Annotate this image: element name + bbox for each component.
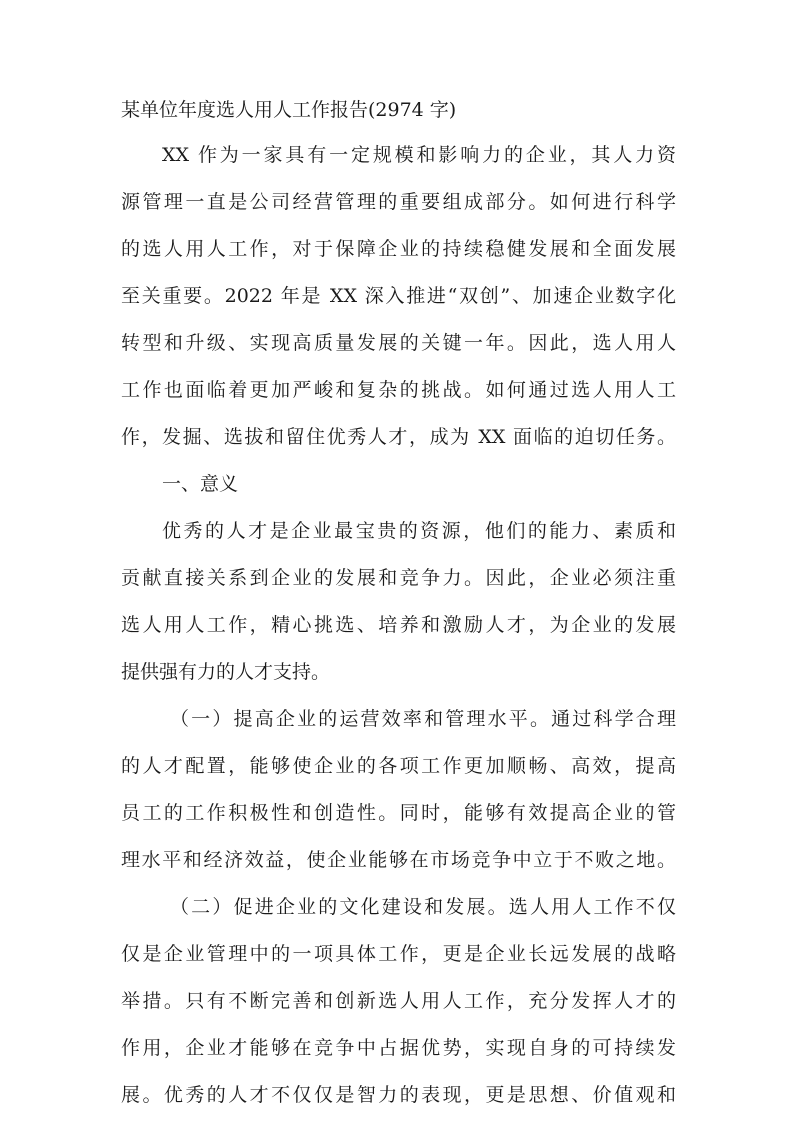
intro-line-6: 工作也面临着更加严峻和复杂的挑战。如何通过选人用人工 — [121, 379, 676, 401]
point1-line-3: 员工的工作积极性和创造性。同时，能够有效提高企业的管 — [121, 802, 676, 824]
section-body-line-1: 优秀的人才是企业最宝贵的资源，他们的能力、素质和 — [162, 520, 676, 542]
intro-line-1: XX 作为一家具有一定规模和影响力的企业，其人力资 — [162, 144, 676, 166]
point1-line-2: 的人才配置，能够使企业的各项工作更加顺畅、高效，提高 — [121, 755, 676, 777]
intro-line-2: 源管理一直是公司经营管理的重要组成部分。如何进行科学 — [121, 191, 676, 213]
point1-line-1: （一）提高企业的运营效率和管理水平。通过科学合理 — [170, 708, 676, 730]
point1-line-4: 理水平和经济效益，使企业能够在市场竞争中立于不败之地。 — [121, 849, 676, 871]
point2-line-3: 举措。只有不断完善和创新选人用人工作，充分发挥人才的 — [121, 990, 676, 1012]
intro-line-3: 的选人用人工作，对于保障企业的持续稳健发展和全面发展 — [121, 238, 676, 260]
document-title: 某单位年度选人用人工作报告(2974 字) — [121, 99, 457, 121]
intro-line-5: 转型和升级、实现高质量发展的关键一年。因此，选人用人 — [121, 332, 676, 354]
point2-line-5: 展。优秀的人才不仅仅是智力的表现，更是思想、价值观和 — [121, 1084, 676, 1106]
section-heading: 一、意义 — [162, 473, 239, 495]
intro-line-7: 作，发掘、选拔和留住优秀人才，成为 XX 面临的迫切任务。 — [121, 426, 676, 448]
intro-line-4: 至关重要。2022 年是 XX 深入推进“双创”、加速企业数字化 — [121, 285, 676, 307]
section-body-line-2: 贡献直接关系到企业的发展和竞争力。因此，企业必须注重 — [121, 567, 676, 589]
point2-line-2: 仅是企业管理中的一项具体工作，更是企业长远发展的战略 — [121, 943, 676, 965]
section-body-line-4: 提供强有力的人才支持。 — [121, 661, 331, 683]
point2-line-4: 作用，企业才能够在竞争中占据优势，实现自身的可持续发 — [121, 1037, 676, 1059]
point2-line-1: （二）促进企业的文化建设和发展。选人用人工作不仅 — [170, 896, 676, 918]
section-body-line-3: 选人用人工作，精心挑选、培养和激励人才，为企业的发展 — [121, 614, 676, 636]
